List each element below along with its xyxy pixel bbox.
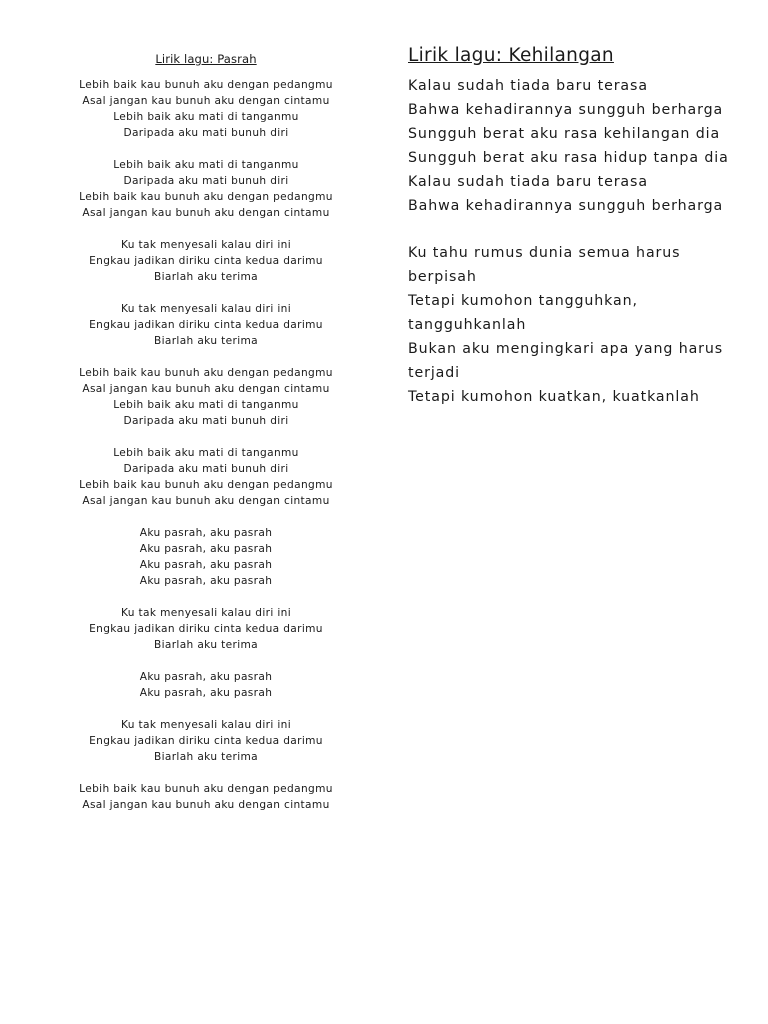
lyric-line: Bukan aku mengingkari apa yang harus [408, 341, 724, 357]
lyric-stanza [56, 301, 356, 349]
lyric-stanza [56, 669, 356, 701]
lyric-line: Asal jangan kau bunuh aku dengan cintamu [82, 799, 330, 811]
lyric-line: Daripada aku mati bunuh diri [123, 175, 289, 187]
lyric-stanza [56, 237, 356, 285]
lyric-line: Aku pasrah, aku pasrah [139, 543, 273, 555]
lyric-line: Biarlah aku terima [153, 271, 259, 283]
lyric-line: Bahwa kehadirannya sungguh berharga [408, 102, 724, 118]
lyric-line: tangguhkanlah [408, 317, 527, 333]
lyric-line: Bahwa kehadirannya sungguh berharga [408, 198, 724, 214]
lyric-line: Sungguh berat aku rasa hidup tanpa dia [408, 150, 729, 166]
lyric-line: Tetapi kumohon kuatkan, kuatkanlah [408, 389, 700, 405]
lyric-stanza [56, 781, 356, 813]
lyric-line: Biarlah aku terima [153, 751, 259, 763]
lyric-line: Aku pasrah, aku pasrah [139, 527, 273, 539]
lyric-line: Ku tak menyesali kalau diri ini [121, 719, 291, 731]
lyric-line: Aku pasrah, aku pasrah [139, 559, 273, 571]
lyric-line: Lebih baik aku mati di tanganmu [113, 447, 299, 459]
lyric-line: Daripada aku mati bunuh diri [123, 415, 289, 427]
lyric-line: Sungguh berat aku rasa kehilangan dia [408, 126, 721, 142]
lyric-stanza [56, 605, 356, 653]
lyric-stanza [56, 445, 356, 509]
lyric-line: berpisah [408, 269, 477, 285]
lyric-line: Tetapi kumohon tangguhkan, [408, 293, 638, 309]
lyric-line: Kalau sudah tiada baru terasa [408, 78, 648, 94]
lyric-stanza [408, 74, 738, 218]
lyric-stanza [56, 717, 356, 765]
lyrics-pasrah [56, 77, 356, 813]
lyric-line: Lebih baik kau bunuh aku dengan pedangmu [79, 191, 333, 203]
lyric-line: Lebih baik aku mati di tanganmu [113, 111, 299, 123]
lyric-line: Ku tahu rumus dunia semua harus [408, 245, 681, 261]
lyrics-kehilangan [408, 74, 738, 409]
lyric-line: Engkau jadikan diriku cinta kedua darimu [89, 319, 323, 331]
lyric-line: Biarlah aku terima [153, 335, 259, 347]
lyric-line: Biarlah aku terima [153, 639, 259, 651]
lyric-line: Lebih baik aku mati di tanganmu [113, 159, 299, 171]
lyric-line: Daripada aku mati bunuh diri [123, 127, 289, 139]
lyric-line: Asal jangan kau bunuh aku dengan cintamu [82, 95, 330, 107]
lyric-line: Ku tak menyesali kalau diri ini [121, 607, 291, 619]
lyric-line: Ku tak menyesali kalau diri ini [121, 303, 291, 315]
lyric-line: Aku pasrah, aku pasrah [139, 687, 273, 699]
song-title-kehilangan: Lirik lagu: Kehilangan [408, 45, 614, 66]
lyric-line: Aku pasrah, aku pasrah [139, 575, 273, 587]
lyric-stanza [56, 77, 356, 141]
lyric-line: Lebih baik kau bunuh aku dengan pedangmu [79, 367, 333, 379]
lyric-line: Lebih baik kau bunuh aku dengan pedangmu [79, 479, 333, 491]
lyric-line: Lebih baik kau bunuh aku dengan pedangmu [79, 79, 333, 91]
lyric-line: Lebih baik aku mati di tanganmu [113, 399, 299, 411]
lyric-line: Asal jangan kau bunuh aku dengan cintamu [82, 495, 330, 507]
lyric-line: Asal jangan kau bunuh aku dengan cintamu [82, 207, 330, 219]
lyric-line: Daripada aku mati bunuh diri [123, 463, 289, 475]
lyric-line: Aku pasrah, aku pasrah [139, 671, 273, 683]
lyric-stanza [56, 157, 356, 221]
lyric-stanza [56, 365, 356, 429]
lyric-line: Ku tak menyesali kalau diri ini [121, 239, 291, 251]
lyric-stanza [56, 525, 356, 589]
lyric-line: Engkau jadikan diriku cinta kedua darimu [89, 623, 323, 635]
lyric-line: Engkau jadikan diriku cinta kedua darimu [89, 735, 323, 747]
song-title-pasrah: Lirik lagu: Pasrah [155, 52, 257, 66]
lyric-line: terjadi [408, 365, 461, 381]
lyric-line: Engkau jadikan diriku cinta kedua darimu [89, 255, 323, 267]
lyric-stanza [408, 241, 738, 409]
song-pasrah [56, 50, 356, 829]
lyric-line: Kalau sudah tiada baru terasa [408, 174, 648, 190]
song-kehilangan [408, 42, 738, 432]
lyric-line: Lebih baik kau bunuh aku dengan pedangmu [79, 783, 333, 795]
lyric-line: Asal jangan kau bunuh aku dengan cintamu [82, 383, 330, 395]
